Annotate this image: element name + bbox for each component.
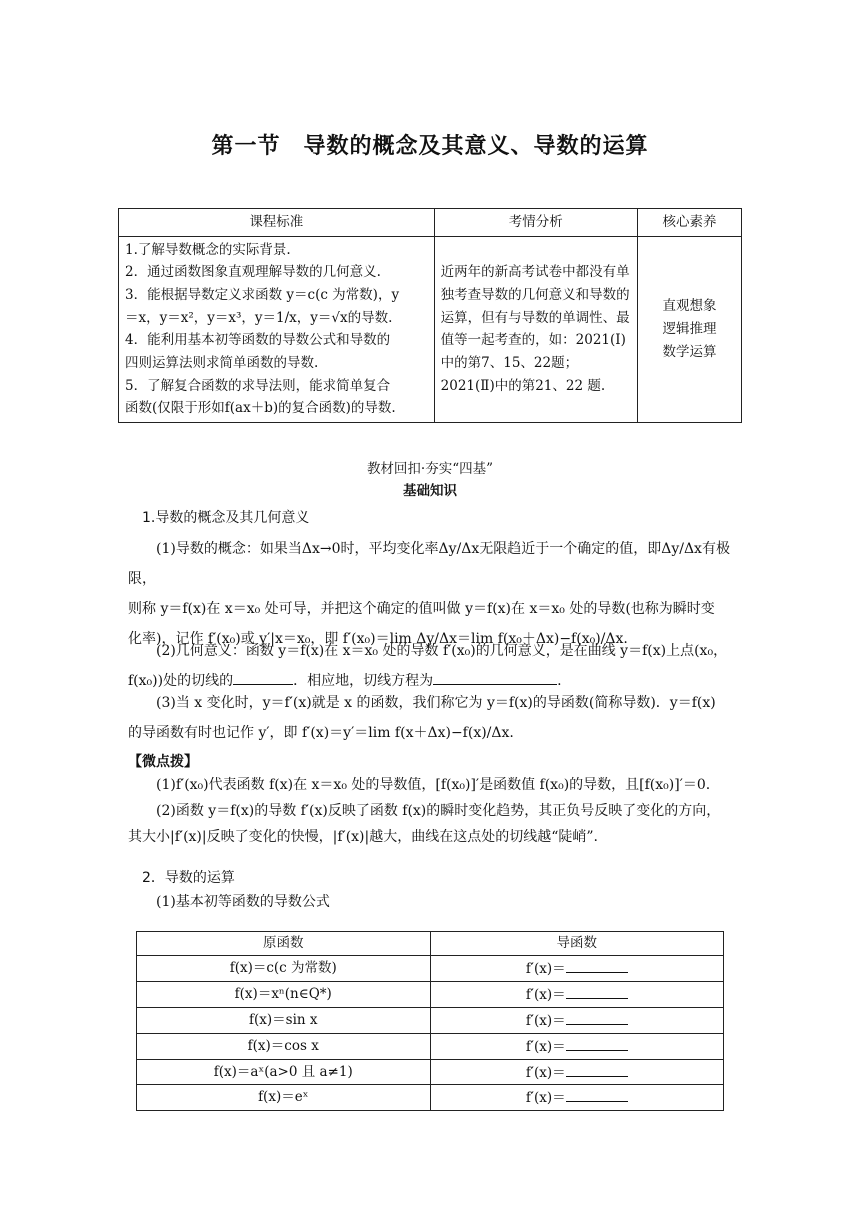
text-line: (3)当 x 变化时，y＝f′(x)就是 x 的函数，我们称它为 y＝f(x)的导函数(简称导数)．y＝f(x) — [156, 695, 716, 711]
text-line: 的导函数有时也记作 y′，即 f′(x)＝y′＝lim f(x＋Δx)−f(x)/Δx. — [128, 725, 514, 741]
curriculum-line: 4．能利用基本初等函数的导数公式和导数的 — [125, 332, 391, 349]
original-function-cell: f(x)＝xⁿ(n∈Q*) — [137, 981, 431, 1007]
header-curriculum: 课程标准 — [119, 209, 435, 237]
original-function-cell: f(x)＝c(c 为常数) — [137, 956, 431, 982]
standards-table — [118, 208, 742, 423]
analysis-cell: 近两年的新高考试卷中都没有单独考查导数的几何意义和导数的运算，但有与导数的单调性、最值等一起考查的，如：2021(Ⅰ)中的第7、15、22题；2021(Ⅱ)中的第21、22 题. — [434, 236, 637, 422]
text-segment: f(x₀))处的切线的 — [128, 673, 234, 689]
fill-blank[interactable] — [566, 1062, 628, 1077]
derived-prefix: f′(x)＝ — [525, 961, 566, 977]
tip-line: (2)函数 y＝f(x)的导数 f′(x)反映了函数 f(x)的瞬时变化趋势，其正负号反映了变化的方向， — [156, 803, 721, 819]
header-derived-function: 导函数 — [430, 932, 724, 956]
curriculum-line: ＝x，y＝x²，y＝x³，y＝1/x，y＝√x的导数. — [125, 309, 393, 326]
derived-function-cell — [430, 1007, 724, 1033]
literacy-item: 逻辑推理 — [662, 321, 717, 338]
curriculum-line: 1.了解导数概念的实际背景. — [125, 241, 291, 258]
header-original-function: 原函数 — [137, 932, 431, 956]
fill-blank[interactable] — [566, 1036, 628, 1051]
curriculum-cell — [119, 236, 435, 422]
text-segment: ．相应地，切线方程为 — [293, 673, 434, 689]
derived-prefix: f′(x)＝ — [525, 1064, 566, 1081]
header-analysis: 考情分析 — [434, 209, 637, 237]
fill-blank[interactable] — [566, 958, 628, 973]
page-title: 第一节 导数的概念及其意义、导数的运算 — [211, 134, 649, 159]
heading-derivative-operations: 2．导数的运算 — [142, 870, 235, 886]
derived-function-cell — [430, 1085, 724, 1111]
text-line: 则称 y＝f(x)在 x＝x₀ 处可导，并把这个确定的值叫做 y＝f(x)在 x＝x₀ 处的导数(也称为瞬时变 — [128, 601, 715, 617]
section-heading: 基础知识 — [403, 483, 457, 499]
tip-title: 【微点拨】 — [128, 754, 198, 770]
section-subtitle: 教材回扣·夯实“四基” — [366, 461, 494, 477]
literacy-item: 直观想象 — [662, 298, 717, 315]
table-row — [137, 1085, 724, 1111]
table-row — [137, 1059, 724, 1085]
fill-blank-slope[interactable] — [233, 670, 293, 685]
derived-prefix: f′(x)＝ — [525, 1038, 566, 1055]
paragraph-geometric-meaning — [128, 636, 740, 696]
paragraph-derived-function — [128, 688, 740, 748]
derived-function-cell — [430, 956, 724, 982]
curriculum-line: 2．通过函数图象直观理解导数的几何意义. — [125, 264, 381, 281]
table-row — [137, 1033, 724, 1059]
original-function-cell: f(x)＝eˣ — [137, 1085, 431, 1111]
table-body-row — [119, 236, 742, 422]
table-header-row — [137, 932, 724, 956]
literacy-cell — [637, 236, 741, 422]
original-function-cell: f(x)＝cos x — [137, 1033, 431, 1059]
fill-blank-tangent-equation[interactable] — [433, 670, 557, 685]
derived-prefix: f′(x)＝ — [525, 1090, 566, 1107]
derived-prefix: f′(x)＝ — [525, 1012, 566, 1029]
derived-function-cell — [430, 1059, 724, 1085]
fill-blank[interactable] — [566, 1087, 628, 1102]
text-line: 化率)，记作 f′(x₀)或 y′|x＝x₀，即 f′(x₀)＝lim Δy/Δx＝lim f(x₀＋Δx)−f(x₀)/Δx. — [128, 631, 628, 647]
table-row — [137, 1007, 724, 1033]
curriculum-line: 5．了解复合函数的求导法则，能求简单复合 — [125, 377, 391, 394]
fill-blank[interactable] — [566, 984, 628, 999]
derived-prefix: f′(x)＝ — [525, 986, 566, 1003]
text-segment: . — [557, 673, 562, 689]
heading-derivative-concept: 1.导数的概念及其几何意义 — [142, 510, 310, 526]
original-function-cell: f(x)＝aˣ(a>0 且 a≠1) — [137, 1059, 431, 1085]
derivative-formula-table — [136, 931, 724, 1111]
original-function-cell: f(x)＝sin x — [137, 1007, 431, 1033]
text-line: (2)几何意义：函数 y＝f(x)在 x＝x₀ 处的导数 f′(x₀)的几何意义，是在曲线 y＝f(x)上点(x₀， — [156, 643, 728, 659]
tip-line: 其大小|f′(x)|反映了变化的快慢，|f′(x)|越大，曲线在这点处的切线越“陡峭”. — [128, 829, 598, 845]
tip-line: (1)f′(x₀)代表函数 f(x)在 x＝x₀ 处的导数值，[f(x₀)]′是函数值 f(x₀)的导数，且[f(x₀)]′＝0. — [156, 777, 711, 793]
literacy-item: 数学运算 — [662, 343, 717, 360]
fill-blank[interactable] — [566, 1010, 628, 1025]
table-row — [137, 981, 724, 1007]
subheading-basic-formulas: (1)基本初等函数的导数公式 — [156, 894, 330, 910]
tip-content — [128, 772, 740, 850]
table-row — [137, 956, 724, 982]
text-line: (1)导数的概念：如果当Δx→0时，平均变化率Δy/Δx无限趋近于一个确定的值，即Δy/Δx有极限， — [128, 541, 730, 587]
derived-function-cell — [430, 1033, 724, 1059]
header-literacy: 核心素养 — [637, 209, 741, 237]
table-header-row — [119, 209, 742, 237]
derived-function-cell — [430, 981, 724, 1007]
curriculum-line: 四则运算法则求简单函数的导数. — [125, 355, 319, 372]
curriculum-line: 函数(仅限于形如f(ax＋b)的复合函数)的导数. — [125, 400, 396, 417]
curriculum-line: 3．能根据导数定义求函数 y＝c(c 为常数)，y — [125, 287, 400, 304]
